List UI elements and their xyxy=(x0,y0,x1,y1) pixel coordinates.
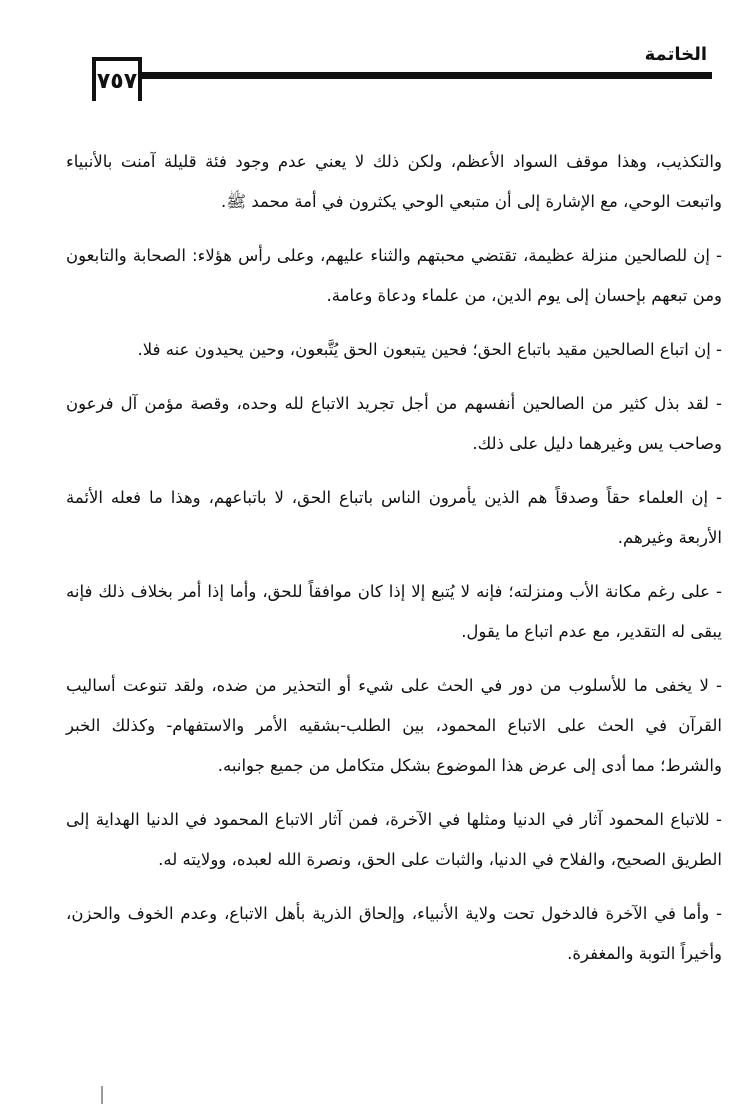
paragraph: - لقد بذل كثير من الصالحين أنفسهم من أجل تجريد الاتباع لله وحده، وقصة مؤمن آل فرعون وصاحب يس وغيرهما دليل على ذلك. xyxy=(66,394,722,453)
paragraph: - إن للصالحين منزلة عظيمة، تقتضي محبتهم والثناء عليهم، وعلى رأس هؤلاء: الصحابة والتابعون ومن تبعهم بإحسان إلى يوم الدين، من علماء ودعاة وعامة. xyxy=(66,246,722,305)
paragraph: - وأما في الآخرة فالدخول تحت ولاية الأنبياء، وإلحاق الذرية بأهل الاتباع، وعدم الخوف والحزن، وأخيراً التوبة والمغفرة. xyxy=(66,904,722,963)
page-header xyxy=(0,0,755,110)
scan-mark xyxy=(101,1086,103,1104)
paragraph: - للاتباع المحمود آثار في الدنيا ومثلها في الآخرة، فمن آثار الاتباع المحمود في الدنيا الهداية إلى الطريق الصحيح، والفلاح في الدنيا، والثبات على الحق، ونصرة الله لعبده، وولايته له. xyxy=(66,810,722,869)
paragraph: - إن العلماء حقاً وصدقاً هم الذين يأمرون الناس باتباع الحق، لا باتباعهم، وهذا ما فعله الأئمة الأربعة وغيرهم. xyxy=(66,488,722,547)
header-rule xyxy=(142,72,712,79)
page-number: ٧٥٧ xyxy=(92,57,142,101)
running-title: الخاتمة xyxy=(644,44,707,65)
page-body xyxy=(66,142,722,988)
paragraph: والتكذيب، وهذا موقف السواد الأعظم، ولكن ذلك لا يعني عدم وجود فئة قليلة آمنت بالأنبياء واتبعت الوحي، مع الإشارة إلى أن متبعي الوحي يكثرون في أمة محمد ﷺ. xyxy=(66,152,722,211)
paragraph: - إن اتباع الصالحين مقيد باتباع الحق؛ فحين يتبعون الحق يُتَّبعون، وحين يحيدون عنه فلا. xyxy=(137,340,722,359)
paragraph: - على رغم مكانة الأب ومنزلته؛ فإنه لا يُتبع إلا إذا كان موافقاً للحق، وأما إذا أمر بخلاف ذلك فإنه يبقى له التقدير، مع عدم اتباع ما يقول. xyxy=(66,582,722,641)
paragraph: - لا يخفى ما للأسلوب من دور في الحث على شيء أو التحذير من ضده، ولقد تنوعت أساليب القرآن في الحث على الاتباع المحمود، بين الطلب-بشقيه الأمر والاستفهام- وكذلك الخبر والشرط؛ مما أدى إلى عرض هذا الموضوع بشكل متكامل من جميع جوانبه. xyxy=(66,676,722,775)
